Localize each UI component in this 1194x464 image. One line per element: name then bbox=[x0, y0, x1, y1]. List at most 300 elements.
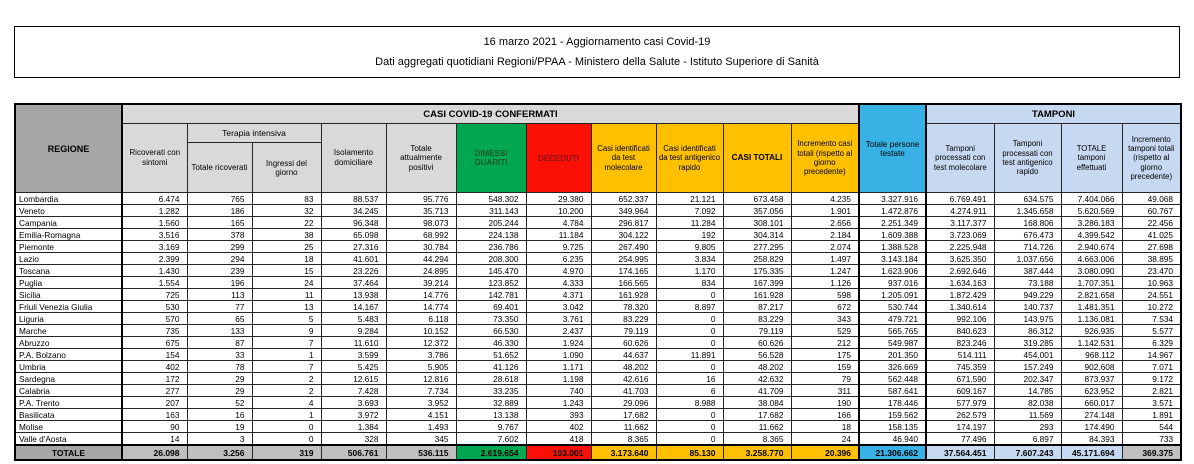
value-cell: 32.889 bbox=[456, 397, 526, 409]
value-cell: 33.235 bbox=[456, 385, 526, 397]
value-cell: 14.774 bbox=[386, 301, 456, 313]
value-cell: 69.401 bbox=[456, 301, 526, 313]
value-cell: 1.472.876 bbox=[859, 205, 926, 217]
value-cell: 7 bbox=[252, 337, 321, 349]
value-cell: 1.243 bbox=[526, 397, 591, 409]
region-name: Lazio bbox=[15, 253, 122, 265]
value-cell: 83.229 bbox=[723, 313, 791, 325]
value-cell: 294 bbox=[187, 253, 252, 265]
value-cell: 9.725 bbox=[526, 241, 591, 253]
value-cell: 60.767 bbox=[1122, 205, 1181, 217]
value-cell: 673.458 bbox=[723, 193, 791, 205]
value-cell: 10.272 bbox=[1122, 301, 1181, 313]
value-cell: 2 bbox=[252, 385, 321, 397]
column-header-regione: REGIONE bbox=[15, 104, 122, 193]
value-cell: 42.632 bbox=[723, 373, 791, 385]
value-cell: 145.470 bbox=[456, 265, 526, 277]
value-cell: 11.891 bbox=[656, 349, 723, 361]
value-cell: 7 bbox=[252, 361, 321, 373]
value-cell: 77 bbox=[187, 301, 252, 313]
table-row bbox=[15, 361, 1181, 373]
value-cell: 78 bbox=[187, 361, 252, 373]
value-cell: 24.895 bbox=[386, 265, 456, 277]
value-cell: 7.092 bbox=[656, 205, 723, 217]
value-cell: 13.938 bbox=[321, 289, 386, 301]
value-cell: 3.042 bbox=[526, 301, 591, 313]
value-cell: 52 bbox=[187, 397, 252, 409]
total-value-cell: 506.761 bbox=[321, 445, 386, 460]
value-cell: 7.404.066 bbox=[1061, 193, 1122, 205]
value-cell: 671.590 bbox=[926, 373, 994, 385]
value-cell: 6 bbox=[656, 385, 723, 397]
value-cell: 2.821.658 bbox=[1061, 289, 1122, 301]
value-cell: 7.428 bbox=[321, 385, 386, 397]
value-cell: 175.335 bbox=[723, 265, 791, 277]
value-cell: 60.626 bbox=[591, 337, 656, 349]
column-header-isolamento: Isolamento domiciliare bbox=[321, 124, 386, 193]
value-cell: 9.284 bbox=[321, 325, 386, 337]
value-cell: 834 bbox=[656, 277, 723, 289]
total-value-cell: 3.256 bbox=[187, 445, 252, 460]
value-cell: 11 bbox=[252, 289, 321, 301]
region-name: Campania bbox=[15, 217, 122, 229]
column-header-tamponi-antigenico: Tamponi processati con test antigenico rapido bbox=[994, 124, 1061, 193]
value-cell: 3.117.377 bbox=[926, 217, 994, 229]
value-cell: 1.170 bbox=[656, 265, 723, 277]
value-cell: 393 bbox=[526, 409, 591, 421]
value-cell: 166.565 bbox=[591, 277, 656, 289]
value-cell: 1.481.351 bbox=[1061, 301, 1122, 313]
value-cell: 675 bbox=[122, 337, 187, 349]
table-row bbox=[15, 289, 1181, 301]
value-cell: 186 bbox=[187, 205, 252, 217]
value-cell: 676.473 bbox=[994, 229, 1061, 241]
value-cell: 4.970 bbox=[526, 265, 591, 277]
value-cell: 7.734 bbox=[386, 385, 456, 397]
value-cell: 27.698 bbox=[1122, 241, 1181, 253]
value-cell: 765 bbox=[187, 193, 252, 205]
value-cell: 529 bbox=[791, 325, 859, 337]
value-cell: 37.464 bbox=[321, 277, 386, 289]
value-cell: 29 bbox=[187, 385, 252, 397]
region-name: Molise bbox=[15, 421, 122, 433]
column-header-tamponi-molecolare: Tamponi processati con test molecolare bbox=[926, 124, 994, 193]
value-cell: 33 bbox=[187, 349, 252, 361]
value-cell: 168.806 bbox=[994, 217, 1061, 229]
value-cell: 1.634.163 bbox=[926, 277, 994, 289]
value-cell: 1.707.351 bbox=[1061, 277, 1122, 289]
value-cell: 38.895 bbox=[1122, 253, 1181, 265]
table-row bbox=[15, 421, 1181, 433]
value-cell: 1.609.388 bbox=[859, 229, 926, 241]
value-cell: 274.148 bbox=[1061, 409, 1122, 421]
value-cell: 90 bbox=[122, 421, 187, 433]
table-row bbox=[15, 325, 1181, 337]
total-value-cell: 85.130 bbox=[656, 445, 723, 460]
region-name: P.A. Bolzano bbox=[15, 349, 122, 361]
value-cell: 78.320 bbox=[591, 301, 656, 313]
value-cell: 17.682 bbox=[723, 409, 791, 421]
region-name: Liguria bbox=[15, 313, 122, 325]
value-cell: 6.474 bbox=[122, 193, 187, 205]
value-cell: 387.444 bbox=[994, 265, 1061, 277]
value-cell: 79.119 bbox=[591, 325, 656, 337]
value-cell: 14.167 bbox=[321, 301, 386, 313]
value-cell: 725 bbox=[122, 289, 187, 301]
value-cell: 8.365 bbox=[723, 433, 791, 446]
value-cell: 38 bbox=[252, 229, 321, 241]
value-cell: 174.490 bbox=[1061, 421, 1122, 433]
value-cell: 873.937 bbox=[1061, 373, 1122, 385]
value-cell: 949.229 bbox=[994, 289, 1061, 301]
column-header-incremento-casi: Incremento casi totali (rispetto al giorno precedente) bbox=[791, 124, 859, 193]
value-cell: 236.786 bbox=[456, 241, 526, 253]
value-cell: 577.979 bbox=[926, 397, 994, 409]
value-cell: 133 bbox=[187, 325, 252, 337]
value-cell: 12.816 bbox=[386, 373, 456, 385]
value-cell: 23.470 bbox=[1122, 265, 1181, 277]
total-value-cell: 7.607.243 bbox=[994, 445, 1061, 460]
value-cell: 3.599 bbox=[321, 349, 386, 361]
value-cell: 205.244 bbox=[456, 217, 526, 229]
value-cell: 2.821 bbox=[1122, 385, 1181, 397]
value-cell: 2.692.646 bbox=[926, 265, 994, 277]
value-cell: 7.602 bbox=[456, 433, 526, 446]
value-cell: 308.101 bbox=[723, 217, 791, 229]
value-cell: 44.294 bbox=[386, 253, 456, 265]
value-cell: 267.490 bbox=[591, 241, 656, 253]
value-cell: 123.852 bbox=[456, 277, 526, 289]
table-row bbox=[15, 217, 1181, 229]
value-cell: 201.350 bbox=[859, 349, 926, 361]
value-cell: 11.610 bbox=[321, 337, 386, 349]
value-cell: 1.037.656 bbox=[994, 253, 1061, 265]
column-header-casi-totali: CASI TOTALI bbox=[723, 124, 791, 193]
value-cell: 14.785 bbox=[994, 385, 1061, 397]
value-cell: 598 bbox=[791, 289, 859, 301]
value-cell: 311.143 bbox=[456, 205, 526, 217]
value-cell: 207 bbox=[122, 397, 187, 409]
value-cell: 13 bbox=[252, 301, 321, 313]
value-cell: 17.682 bbox=[591, 409, 656, 421]
table-row bbox=[15, 277, 1181, 289]
value-cell: 65 bbox=[187, 313, 252, 325]
value-cell: 212 bbox=[791, 337, 859, 349]
value-cell: 66.530 bbox=[456, 325, 526, 337]
value-cell: 11.184 bbox=[526, 229, 591, 241]
value-cell: 0 bbox=[656, 325, 723, 337]
value-cell: 3.286.183 bbox=[1061, 217, 1122, 229]
value-cell: 1.345.658 bbox=[994, 205, 1061, 217]
region-name: Veneto bbox=[15, 205, 122, 217]
value-cell: 49.068 bbox=[1122, 193, 1181, 205]
value-cell: 992.106 bbox=[926, 313, 994, 325]
value-cell: 2.437 bbox=[526, 325, 591, 337]
value-cell: 587.641 bbox=[859, 385, 926, 397]
value-cell: 2.656 bbox=[791, 217, 859, 229]
value-cell: 4.274.911 bbox=[926, 205, 994, 217]
table-row bbox=[15, 265, 1181, 277]
total-value-cell: 536.115 bbox=[386, 445, 456, 460]
value-cell: 652.337 bbox=[591, 193, 656, 205]
value-cell: 3 bbox=[187, 433, 252, 446]
value-cell: 161.928 bbox=[591, 289, 656, 301]
value-cell: 23.226 bbox=[321, 265, 386, 277]
table-row bbox=[15, 373, 1181, 385]
value-cell: 3.834 bbox=[656, 253, 723, 265]
value-cell: 328 bbox=[321, 433, 386, 446]
value-cell: 2 bbox=[252, 373, 321, 385]
value-cell: 11.284 bbox=[656, 217, 723, 229]
value-cell: 12.372 bbox=[386, 337, 456, 349]
value-cell: 304.122 bbox=[591, 229, 656, 241]
total-value-cell: 319 bbox=[252, 445, 321, 460]
value-cell: 27.316 bbox=[321, 241, 386, 253]
value-cell: 60.626 bbox=[723, 337, 791, 349]
value-cell: 8.988 bbox=[656, 397, 723, 409]
value-cell: 548.302 bbox=[456, 193, 526, 205]
value-cell: 196 bbox=[187, 277, 252, 289]
table-row bbox=[15, 301, 1181, 313]
value-cell: 172 bbox=[122, 373, 187, 385]
value-cell: 1.384 bbox=[321, 421, 386, 433]
value-cell: 5.905 bbox=[386, 361, 456, 373]
group-header-tamponi: TAMPONI bbox=[926, 104, 1181, 124]
value-cell: 530.744 bbox=[859, 301, 926, 313]
value-cell: 14.967 bbox=[1122, 349, 1181, 361]
value-cell: 1.560 bbox=[122, 217, 187, 229]
region-name: Friuli Venezia Giulia bbox=[15, 301, 122, 313]
value-cell: 3.786 bbox=[386, 349, 456, 361]
value-cell: 740 bbox=[526, 385, 591, 397]
value-cell: 1.493 bbox=[386, 421, 456, 433]
table-row bbox=[15, 313, 1181, 325]
value-cell: 823.246 bbox=[926, 337, 994, 349]
value-cell: 733 bbox=[1122, 433, 1181, 446]
value-cell: 4.399.542 bbox=[1061, 229, 1122, 241]
total-row bbox=[15, 445, 1181, 460]
value-cell: 11.569 bbox=[994, 409, 1061, 421]
value-cell: 296.817 bbox=[591, 217, 656, 229]
value-cell: 157.249 bbox=[994, 361, 1061, 373]
value-cell: 672 bbox=[791, 301, 859, 313]
value-cell: 41.601 bbox=[321, 253, 386, 265]
value-cell: 1.388.528 bbox=[859, 241, 926, 253]
value-cell: 1.171 bbox=[526, 361, 591, 373]
value-cell: 9.805 bbox=[656, 241, 723, 253]
value-cell: 1.090 bbox=[526, 349, 591, 361]
value-cell: 3.571 bbox=[1122, 397, 1181, 409]
value-cell: 0 bbox=[656, 433, 723, 446]
value-cell: 6.118 bbox=[386, 313, 456, 325]
region-name: Toscana bbox=[15, 265, 122, 277]
value-cell: 88.537 bbox=[321, 193, 386, 205]
value-cell: 5.577 bbox=[1122, 325, 1181, 337]
value-cell: 190 bbox=[791, 397, 859, 409]
value-cell: 29 bbox=[187, 373, 252, 385]
total-label: TOTALE bbox=[15, 445, 122, 460]
value-cell: 165 bbox=[187, 217, 252, 229]
value-cell: 48.202 bbox=[723, 361, 791, 373]
value-cell: 609.167 bbox=[926, 385, 994, 397]
value-cell: 926.935 bbox=[1061, 325, 1122, 337]
value-cell: 0 bbox=[252, 421, 321, 433]
value-cell: 2.251.349 bbox=[859, 217, 926, 229]
value-cell: 159.562 bbox=[859, 409, 926, 421]
value-cell: 202.347 bbox=[994, 373, 1061, 385]
value-cell: 24.551 bbox=[1122, 289, 1181, 301]
value-cell: 8.897 bbox=[656, 301, 723, 313]
value-cell: 714.726 bbox=[994, 241, 1061, 253]
region-name: P.A. Trento bbox=[15, 397, 122, 409]
value-cell: 167.399 bbox=[723, 277, 791, 289]
value-cell: 479.721 bbox=[859, 313, 926, 325]
value-cell: 96.348 bbox=[321, 217, 386, 229]
total-value-cell: 2.619.654 bbox=[456, 445, 526, 460]
value-cell: 2.399 bbox=[122, 253, 187, 265]
region-name: Puglia bbox=[15, 277, 122, 289]
table-row bbox=[15, 193, 1181, 205]
table-body bbox=[15, 193, 1181, 446]
value-cell: 29.380 bbox=[526, 193, 591, 205]
value-cell: 32 bbox=[252, 205, 321, 217]
value-cell: 319.285 bbox=[994, 337, 1061, 349]
value-cell: 1.142.531 bbox=[1061, 337, 1122, 349]
value-cell: 293 bbox=[994, 421, 1061, 433]
value-cell: 5.620.569 bbox=[1061, 205, 1122, 217]
value-cell: 4.151 bbox=[386, 409, 456, 421]
value-cell: 178.446 bbox=[859, 397, 926, 409]
value-cell: 3.327.916 bbox=[859, 193, 926, 205]
value-cell: 154 bbox=[122, 349, 187, 361]
value-cell: 239 bbox=[187, 265, 252, 277]
value-cell: 514.111 bbox=[926, 349, 994, 361]
value-cell: 277.295 bbox=[723, 241, 791, 253]
region-name: Lombardia bbox=[15, 193, 122, 205]
value-cell: 1.136.081 bbox=[1061, 313, 1122, 325]
value-cell: 174.165 bbox=[591, 265, 656, 277]
value-cell: 41.025 bbox=[1122, 229, 1181, 241]
value-cell: 86.312 bbox=[994, 325, 1061, 337]
table-row bbox=[15, 205, 1181, 217]
value-cell: 1.497 bbox=[791, 253, 859, 265]
value-cell: 454.001 bbox=[994, 349, 1061, 361]
value-cell: 3.723.069 bbox=[926, 229, 994, 241]
column-header-incremento-tamponi: Incremento tamponi totali (rispetto al giorno precedente) bbox=[1122, 124, 1181, 193]
value-cell: 140.737 bbox=[994, 301, 1061, 313]
total-value-cell: 3.258.770 bbox=[723, 445, 791, 460]
value-cell: 22 bbox=[252, 217, 321, 229]
value-cell: 1.891 bbox=[1122, 409, 1181, 421]
value-cell: 18 bbox=[252, 253, 321, 265]
group-header-casi-confermati: CASI COVID-19 CONFERMATI bbox=[122, 104, 859, 124]
region-name: Emilia-Romagna bbox=[15, 229, 122, 241]
value-cell: 4.784 bbox=[526, 217, 591, 229]
value-cell: 6.235 bbox=[526, 253, 591, 265]
value-cell: 2.184 bbox=[791, 229, 859, 241]
value-cell: 304.314 bbox=[723, 229, 791, 241]
total-value-cell: 26.098 bbox=[122, 445, 187, 460]
value-cell: 1.623.906 bbox=[859, 265, 926, 277]
region-name: Piemonte bbox=[15, 241, 122, 253]
value-cell: 0 bbox=[656, 421, 723, 433]
title-line-1: 16 marzo 2021 - Aggiornamento casi Covid-19 bbox=[483, 35, 711, 48]
value-cell: 10.152 bbox=[386, 325, 456, 337]
value-cell: 7.534 bbox=[1122, 313, 1181, 325]
value-cell: 1.126 bbox=[791, 277, 859, 289]
value-cell: 46.330 bbox=[456, 337, 526, 349]
value-cell: 28.618 bbox=[456, 373, 526, 385]
value-cell: 565.765 bbox=[859, 325, 926, 337]
value-cell: 77.496 bbox=[926, 433, 994, 446]
value-cell: 345 bbox=[386, 433, 456, 446]
value-cell: 113 bbox=[187, 289, 252, 301]
value-cell: 2.225.948 bbox=[926, 241, 994, 253]
value-cell: 6.769.491 bbox=[926, 193, 994, 205]
value-cell: 326.669 bbox=[859, 361, 926, 373]
value-cell: 34.245 bbox=[321, 205, 386, 217]
value-cell: 41.126 bbox=[456, 361, 526, 373]
value-cell: 51.652 bbox=[456, 349, 526, 361]
value-cell: 10.200 bbox=[526, 205, 591, 217]
value-cell: 1.430 bbox=[122, 265, 187, 277]
value-cell: 159 bbox=[791, 361, 859, 373]
table-row bbox=[15, 229, 1181, 241]
value-cell: 56.528 bbox=[723, 349, 791, 361]
value-cell: 570 bbox=[122, 313, 187, 325]
table-row bbox=[15, 409, 1181, 421]
value-cell: 0 bbox=[656, 409, 723, 421]
value-cell: 4.235 bbox=[791, 193, 859, 205]
value-cell: 84.393 bbox=[1061, 433, 1122, 446]
value-cell: 1.198 bbox=[526, 373, 591, 385]
value-cell: 65.098 bbox=[321, 229, 386, 241]
region-name: Sicilia bbox=[15, 289, 122, 301]
value-cell: 4 bbox=[252, 397, 321, 409]
region-name: Sardegna bbox=[15, 373, 122, 385]
region-name: Umbria bbox=[15, 361, 122, 373]
value-cell: 5.483 bbox=[321, 313, 386, 325]
table-row bbox=[15, 253, 1181, 265]
total-value-cell: 103.001 bbox=[526, 445, 591, 460]
value-cell: 13.138 bbox=[456, 409, 526, 421]
value-cell: 2.074 bbox=[791, 241, 859, 253]
value-cell: 95.776 bbox=[386, 193, 456, 205]
value-cell: 402 bbox=[122, 361, 187, 373]
total-value-cell: 20.396 bbox=[791, 445, 859, 460]
value-cell: 39.214 bbox=[386, 277, 456, 289]
region-name: Abruzzo bbox=[15, 337, 122, 349]
value-cell: 14 bbox=[122, 433, 187, 446]
region-name: Basilicata bbox=[15, 409, 122, 421]
column-header-tamponi-totale: TOTALE tamponi effettuati bbox=[1061, 124, 1122, 193]
value-cell: 343 bbox=[791, 313, 859, 325]
value-cell: 29.096 bbox=[591, 397, 656, 409]
value-cell: 402 bbox=[526, 421, 591, 433]
value-cell: 41.709 bbox=[723, 385, 791, 397]
value-cell: 15 bbox=[252, 265, 321, 277]
value-cell: 3.761 bbox=[526, 313, 591, 325]
value-cell: 357.056 bbox=[723, 205, 791, 217]
covid-table bbox=[14, 103, 1182, 461]
column-header-casi-molecolare: Casi identificati da test molecolare bbox=[591, 124, 656, 193]
value-cell: 562.448 bbox=[859, 373, 926, 385]
value-cell: 299 bbox=[187, 241, 252, 253]
region-name: Marche bbox=[15, 325, 122, 337]
value-cell: 41.703 bbox=[591, 385, 656, 397]
value-cell: 48.202 bbox=[591, 361, 656, 373]
value-cell: 1.901 bbox=[791, 205, 859, 217]
